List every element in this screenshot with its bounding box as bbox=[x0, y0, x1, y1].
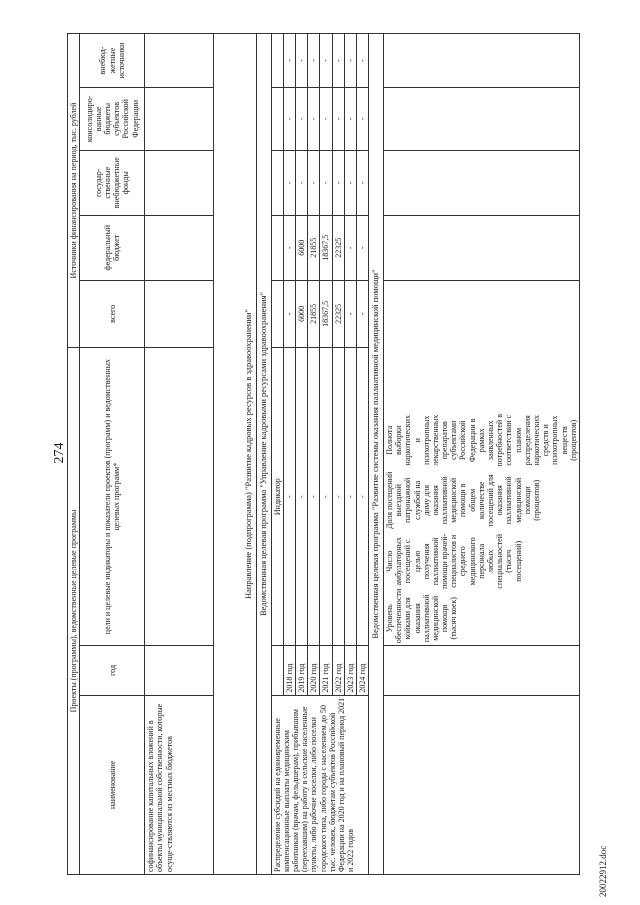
total-value: - bbox=[283, 280, 295, 347]
federal-value: 18367,5 bbox=[320, 215, 332, 280]
header-goals: цели и целевые индикаторы и показатели проектов (программ) и ведомственных целевых программ* bbox=[80, 348, 145, 646]
year-cell: 2023 год bbox=[344, 646, 356, 695]
indicator2-bed-supply: Уровень обеспеченности койками для оказания паллиативной медицинской помощи (тысяч коек) bbox=[384, 588, 459, 644]
consolidated-value: - bbox=[296, 87, 308, 150]
header-group-row bbox=[68, 34, 80, 875]
indicator-header-row bbox=[271, 34, 283, 875]
state-value: - bbox=[332, 150, 344, 215]
extra-value: - bbox=[296, 34, 308, 88]
extra-value: - bbox=[344, 34, 356, 88]
extra-value: - bbox=[283, 34, 295, 88]
direction-title: Направление (подпрограмма) "Развитие кадровых ресурсов в здравоохранении" bbox=[214, 34, 257, 875]
state-value: - bbox=[296, 150, 308, 215]
state-value: - bbox=[283, 150, 295, 215]
indicator-value: - bbox=[320, 348, 332, 646]
header-extra: внебюд-жетные источники bbox=[80, 34, 145, 88]
section-direction bbox=[214, 34, 257, 875]
federal-value: - bbox=[283, 215, 295, 280]
indicator2-outpatient-visits: Число амбулаторных посещений с целью получения паллиативной помощи врачей-специалистов и среднего медицинского персонала любых специальностей (тысяч посещений) bbox=[384, 533, 523, 589]
header-consolidated: консолидиро-ванные бюджеты субъектов Российской Федерации bbox=[80, 87, 145, 150]
year-cell: 2021 год bbox=[320, 646, 332, 695]
indicator-value: - bbox=[332, 348, 344, 646]
header-total: всего bbox=[80, 280, 145, 347]
header-name: наименование bbox=[80, 695, 145, 874]
vcp-title: Ведомственная целевая программа "Управление кадровыми ресурсами здравоохранения" bbox=[256, 34, 271, 875]
consolidated-value: - bbox=[357, 87, 369, 150]
state-value: - bbox=[308, 150, 320, 215]
consolidated-value: - bbox=[283, 87, 295, 150]
year-cell: 2020 год bbox=[308, 646, 320, 695]
extra-value: - bbox=[308, 34, 320, 88]
extra-value: - bbox=[332, 34, 344, 88]
indicator-value: - bbox=[357, 348, 369, 646]
year-cell: 2022 год bbox=[332, 646, 344, 695]
indicator-value: - bbox=[283, 348, 295, 646]
total-value: 6000 bbox=[296, 280, 308, 347]
state-value: - bbox=[357, 150, 369, 215]
consolidated-value: - bbox=[344, 87, 356, 150]
year-cell: 2018 год bbox=[283, 646, 295, 695]
section-vcp2 bbox=[369, 34, 384, 875]
total-value: 18367,5 bbox=[320, 280, 332, 347]
header-state-funds: государ-ственные внебюджетные фонды bbox=[80, 150, 145, 215]
page-number: 274 bbox=[52, 442, 67, 464]
vcp2-title: Ведомственная целевая программа "Развитие системы оказания паллиативной медицинской помощи" bbox=[369, 34, 384, 875]
federal-value: 21855 bbox=[308, 215, 320, 280]
state-value: - bbox=[344, 150, 356, 215]
consolidated-value: - bbox=[320, 87, 332, 150]
year-cell: 2019 год bbox=[296, 646, 308, 695]
indicators2-list bbox=[385, 283, 578, 644]
indicator-value: - bbox=[308, 348, 320, 646]
federal-value: - bbox=[357, 215, 369, 280]
extra-value: - bbox=[320, 34, 332, 88]
total-value: - bbox=[344, 280, 356, 347]
indicator-label: Индикатор bbox=[271, 348, 283, 646]
subsidies-text: Распределение субсидий на единовременные компенсационные выплаты медицинским работникам (врачам, фельдшерам), прибывшим (переехавшим) на работу в сельские населенные пункты, либо рабочие поселки, либо поселки городского типа, либо города с населением до 50 тыс. человек, бюджетам субъектов Российской Федерации на 2020 год и на плановый период 2021 и 2022 годов bbox=[271, 695, 369, 874]
total-value: - bbox=[357, 280, 369, 347]
section-vcp bbox=[256, 34, 271, 875]
header-projects: Проекты (программы), ведомственные целевые программы bbox=[68, 348, 80, 875]
federal-value: - bbox=[344, 215, 356, 280]
consolidated-value: - bbox=[332, 87, 344, 150]
indicator2-drug-sampling: Полнота выборки наркотических и психотропных лекарственных препаратов субъектами Российской Федерации в рамках заявленных потребностей в соответствии с планом распределения наркотических средств и психотропных веществ (процентов) bbox=[384, 414, 578, 467]
doc-footer: 20022912.doc bbox=[598, 845, 608, 897]
extra-value: - bbox=[357, 34, 369, 88]
financing-table bbox=[67, 33, 580, 875]
indicators2-row bbox=[383, 34, 579, 875]
header-sources: Источники финансирования на период, тыс. рублей bbox=[68, 34, 80, 348]
total-value: 22325 bbox=[332, 280, 344, 347]
indicator-value: - bbox=[344, 348, 356, 646]
header-columns-row bbox=[80, 34, 145, 875]
federal-value: 6000 bbox=[296, 215, 308, 280]
state-value: - bbox=[320, 150, 332, 215]
total-value: 21855 bbox=[308, 280, 320, 347]
header-year: год bbox=[80, 646, 145, 695]
year-cell: 2024 год bbox=[357, 646, 369, 695]
federal-value: 22325 bbox=[332, 215, 344, 280]
table-row-cofinancing bbox=[145, 34, 214, 875]
cofinancing-text: софинансирование капитальных вложений в объекты муниципальной собственности, которые осуще-ствляются из местных бюджетов bbox=[145, 695, 214, 874]
indicator2-home-visits-share: Доля посещений выездной патронажной службой на дому для оказания паллиативной медицинской помощи в общем количестве посещений для оказания паллиативной медицинской помощи (процентов) bbox=[384, 471, 541, 529]
indicator-value: - bbox=[296, 348, 308, 646]
header-federal: федеральный бюджет bbox=[80, 215, 145, 280]
consolidated-value: - bbox=[308, 87, 320, 150]
